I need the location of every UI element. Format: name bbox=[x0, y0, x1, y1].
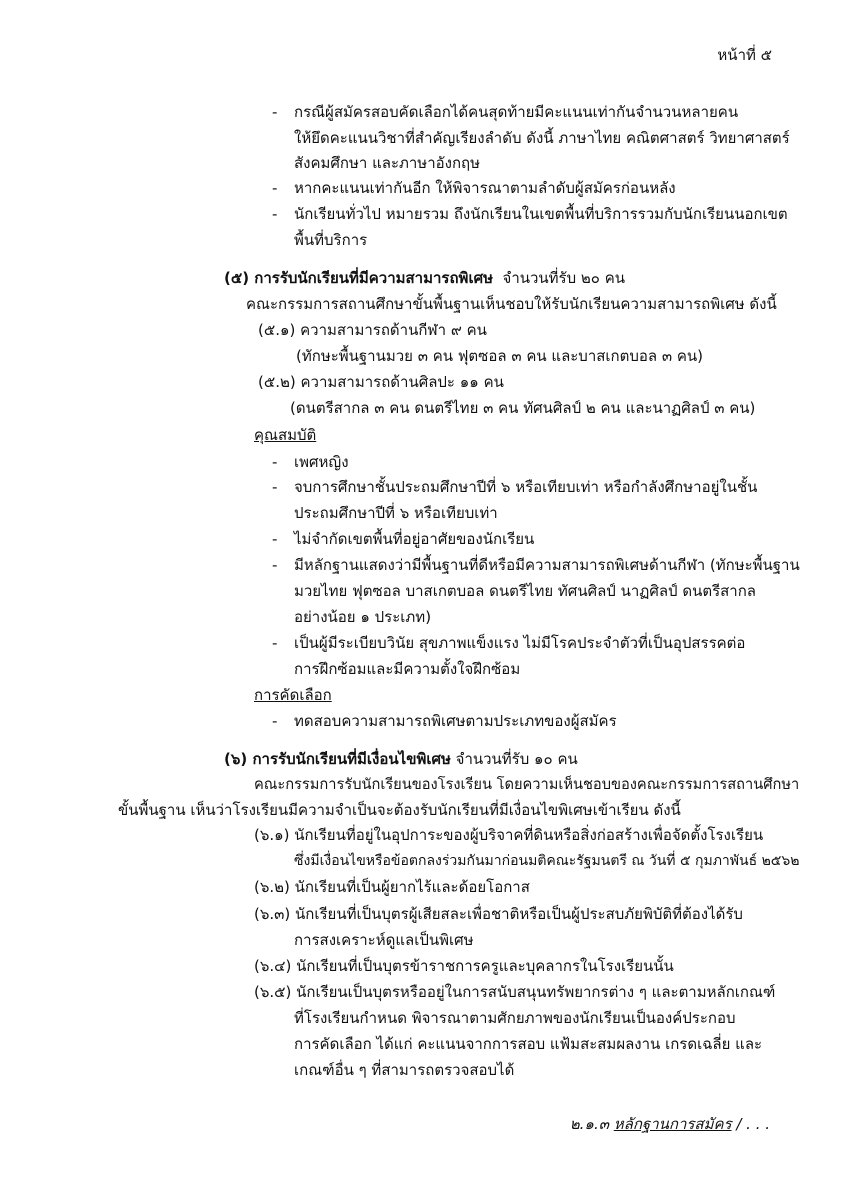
section-6-heading-line bbox=[224, 748, 578, 770]
section-5-sub2: (๕.๒) ความสามารถด้านศิลปะ ๑๑ คน bbox=[258, 373, 504, 391]
section-6-count: จำนวนที่รับ ๑๐ คน bbox=[455, 750, 578, 768]
footer-link: หลักฐานการสมัคร bbox=[613, 1115, 732, 1133]
section-6-item-cont: เกณฑ์อื่น ๆ ที่สามารถตรวจสอบได้ bbox=[294, 1061, 515, 1079]
bullet-text-cont: พื้นที่บริการ bbox=[294, 231, 368, 249]
qualification-item: ไม่จำกัดเขตพื้นที่อยู่อาศัยของนักเรียน bbox=[294, 530, 535, 548]
bullet-dash: - bbox=[272, 530, 278, 548]
qualification-item-cont: ประถมศึกษาปีที่ ๖ หรือเทียบเท่า bbox=[294, 504, 498, 522]
qualification-item: เพศหญิง bbox=[294, 453, 349, 471]
section-5-intro: คณะกรรมการสถานศึกษาขั้นพื้นฐานเห็นชอบให้รับนักเรียนความสามารถพิเศษ ดังนี้ bbox=[246, 295, 777, 313]
section-6-item: (๖.๔) นักเรียนที่เป็นบุตรข้าราชการครูและบุคลากรในโรงเรียนนั้น bbox=[254, 957, 674, 975]
section-5-sub2-detail: (ดนตรีสากล ๓ คน ดนตรีไทย ๓ คน ทัศนศิลป์ ๒ คน และนาฏศิลป์ ๓ คน) bbox=[290, 399, 756, 417]
footer-continuation bbox=[570, 1113, 770, 1135]
section-6-item-cont: การสงเคราะห์ดูแลเป็นพิเศษ bbox=[294, 931, 474, 949]
qualification-item-cont: มวยไทย ฟุตซอล บาสเกตบอล ดนตรีไทย ทัศนศิลป์ นาฏศิลป์ ดนตรีสากล bbox=[294, 582, 756, 600]
qualifications-title: คุณสมบัติ bbox=[254, 426, 317, 444]
bullet-dash: - bbox=[272, 556, 278, 574]
bullet-dash: - bbox=[272, 712, 278, 730]
bullet-dash: - bbox=[272, 453, 278, 471]
bullet-dash: - bbox=[272, 634, 278, 652]
section-5-sub1-detail: (ทักษะพื้นฐานมวย ๓ คน ฟุตซอล ๓ คน และบาสเกตบอล ๓ คน) bbox=[296, 347, 704, 365]
qualification-item: มีหลักฐานแสดงว่ามีพื้นฐานที่ดีหรือมีความสามารถพิเศษด้านกีฬา (ทักษะพื้นฐาน bbox=[294, 556, 800, 574]
section-6-item: (๖.๑) นักเรียนที่อยู่ในอุปการะของผู้บริจาคที่ดินหรือสิ่งก่อสร้างเพื่อจัดตั้งโรงเรียน bbox=[254, 826, 764, 844]
page-number: หน้าที่ ๕ bbox=[717, 46, 772, 64]
bullet-dash: - bbox=[272, 205, 278, 223]
bullet-text-cont: ให้ยึดคะแนนวิชาที่สำคัญเรียงลำดับ ดังนี้ ภาษาไทย คณิตศาสตร์ วิทยาศาสตร์ bbox=[294, 129, 790, 147]
qualification-item-cont: การฝึกซ้อมและมีความตั้งใจฝึกซ้อม bbox=[294, 660, 521, 678]
selection-item: ทดสอบความสามารถพิเศษตามประเภทของผู้สมัคร bbox=[294, 712, 617, 730]
footer-prefix: ๒.๑.๓ bbox=[569, 1115, 614, 1133]
footer-suffix: / . . . bbox=[731, 1115, 770, 1133]
section-6-item-cont: ซึ่งมีเงื่อนไขหรือข้อตกลงร่วมกันมาก่อนมติคณะรัฐมนตรี ณ วันที่ ๕ กุมภาพันธ์ ๒๕๖๒ bbox=[294, 853, 800, 869]
selection-title: การคัดเลือก bbox=[254, 686, 332, 704]
bullet-text: นักเรียนทั่วไป หมายรวม ถึงนักเรียนในเขตพื้นที่บริการรวมกับนักเรียนนอกเขต bbox=[294, 205, 788, 223]
section-5-count: จำนวนที่รับ ๒๐ คน bbox=[502, 269, 626, 287]
section-6-item-cont: ที่โรงเรียนกำหนด พิจารณาตามศักยภาพของนักเรียนเป็นองค์ประกอบ bbox=[294, 1009, 736, 1027]
section-5-heading: (๕) การรับนักเรียนที่มีความสามารถพิเศษ bbox=[224, 269, 493, 287]
qualification-item: เป็นผู้มีระเบียบวินัย สุขภาพแข็งแรง ไม่มีโรคประจำตัวที่เป็นอุปสรรคต่อ bbox=[294, 634, 746, 652]
section-6-item: (๖.๓) นักเรียนที่เป็นบุตรผู้เสียสละเพื่อชาติหรือเป็นผู้ประสบภัยพิบัติที่ต้องได้รับ bbox=[254, 905, 743, 923]
section-6-item: (๖.๕) นักเรียนเป็นบุตรหรืออยู่ในการสนับสนุนทรัพยากรต่าง ๆ และตามหลักเกณฑ์ bbox=[254, 983, 776, 1001]
section-6-heading: (๖) การรับนักเรียนที่มีเงื่อนไขพิเศษ bbox=[224, 750, 451, 768]
section-6-intro: คณะกรรมการรับนักเรียนของโรงเรียน โดยความเห็นชอบของคณะกรรมการสถานศึกษา bbox=[254, 776, 800, 793]
qualification-item-cont: อย่างน้อย ๑ ประเภท) bbox=[294, 608, 432, 626]
bullet-text-cont: สังคมศึกษา และภาษาอังกฤษ bbox=[294, 154, 481, 172]
bullet-text: กรณีผู้สมัครสอบคัดเลือกได้คนสุดท้ายมีคะแนนเท่ากันจำนวนหลายคน bbox=[294, 103, 739, 121]
section-6-item-cont: การคัดเลือก ได้แก่ คะแนนจากการสอบ แฟ้มสะสมผลงาน เกรดเฉลี่ย และ bbox=[294, 1035, 763, 1053]
qualification-item: จบการศึกษาชั้นประถมศึกษาปีที่ ๖ หรือเทียบเท่า หรือกำลังศึกษาอยู่ในชั้น bbox=[294, 478, 758, 496]
bullet-dash: - bbox=[272, 103, 278, 121]
section-5-sub1: (๕.๑) ความสามารถด้านกีฬา ๙ คน bbox=[258, 321, 487, 339]
bullet-dash: - bbox=[272, 478, 278, 496]
section-6-intro-cont: ขั้นพื้นฐาน เห็นว่าโรงเรียนมีความจำเป็นจะต้องรับนักเรียนที่มีเงื่อนไขพิเศษเข้าเรียน ดังนี้ bbox=[118, 801, 681, 819]
bullet-dash: - bbox=[272, 179, 278, 197]
section-6-item: (๖.๒) นักเรียนที่เป็นผู้ยากไร้และด้อยโอกาส bbox=[254, 878, 530, 896]
section-5-heading-line bbox=[224, 267, 625, 289]
bullet-text: หากคะแนนเท่ากันอีก ให้พิจารณาตามลำดับผู้สมัครก่อนหลัง bbox=[294, 179, 676, 197]
